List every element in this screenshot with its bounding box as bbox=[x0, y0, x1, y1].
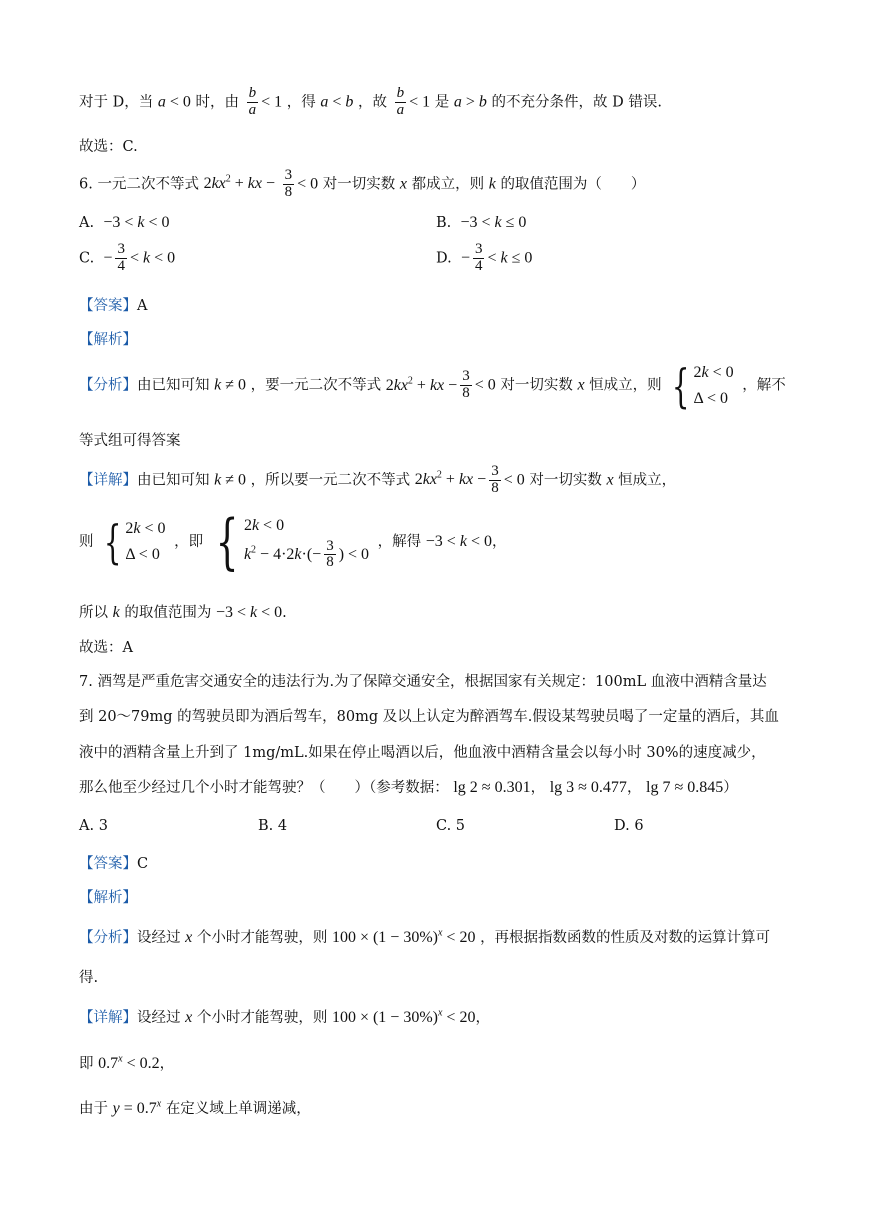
q6-stem: 6. 一元二次不等式 $2kx^2$ + kx − $\frac{3}{8}$ < 0 对一切实数 x 都成立，则 k 的取值范围为（ ） bbox=[79, 167, 646, 200]
prev-choose: 故选：C. bbox=[79, 139, 138, 155]
q6-answer: 【答案】A bbox=[79, 298, 148, 314]
q6-analysis-tag: 【解析】 bbox=[79, 332, 137, 348]
q7-option-d: D. 6 bbox=[614, 818, 644, 834]
q7-stem-4: 那么他至少经过几个小时才能驾驶？（ ）（参考数据： lg 2 ≈ 0.301， lg 3 ≈ 0.477， lg 7 ≈ 0.845） bbox=[79, 779, 738, 796]
q7-fenxi-cont: 得. bbox=[79, 970, 99, 986]
q7-option-c: C. 5 bbox=[436, 818, 466, 834]
q7-fenxi: 【分析】设经过 x 个小时才能驾驶，则 $100 \times (1 - 30\%)^x < 20$ ，再根据指数函数的性质及对数的运算计算可 bbox=[79, 927, 771, 946]
q7-analysis-tag: 【解析】 bbox=[79, 890, 137, 906]
q7-youyu-line: 由于 $y = 0.7^x$ 在定义域上单调递减， bbox=[79, 1098, 311, 1117]
q7-ji-line: 即 $0.7^x < 0.2$， bbox=[79, 1053, 175, 1072]
prev-d-line: 对于 D，当 a < 0 时，由 $\frac{b}{a}$ < 1 ，得 a < b ，故 $\frac{b}{a}$ < 1 是 a > b 的不充分条件，故 D 错误. bbox=[79, 85, 662, 118]
q6-option-b: B. −3 < k ≤ 0 bbox=[436, 214, 527, 231]
q7-stem-3: 液中的酒精含量上升到了 1mg/mL.如果在停止喝酒以后，他血液中酒精含量会以每小时 30%的速度减少， bbox=[79, 745, 766, 761]
q7-option-b: B. 4 bbox=[258, 818, 288, 834]
q7-xiangjie: 【详解】设经过 x 个小时才能驾驶，则 $100 \times (1 - 30\%)^x < 20$， bbox=[79, 1007, 490, 1026]
q6-option-d: D. − $\frac{3}{4}$ < k ≤ 0 bbox=[436, 241, 533, 274]
q6-option-c: C. − $\frac{3}{4}$ < k < 0 bbox=[79, 241, 176, 274]
q6-option-a: A. −3 < k < 0 bbox=[79, 214, 170, 231]
q6-fenxi: 【分析】由已知可知 k ≠ 0 ，要一元二次不等式 $2kx^2$ + kx − $\frac{3}{8}$ < 0 对一切实数 x 恒成立，则 { 2k < 0 Δ < 0 ，解不 bbox=[79, 358, 786, 413]
q6-choose: 故选：A bbox=[79, 640, 133, 656]
q7-answer: 【答案】C bbox=[79, 856, 149, 872]
q7-option-a: A. 3 bbox=[79, 818, 108, 834]
q7-stem-1: 7. 酒驾是严重危害交通安全的违法行为.为了保障交通安全，根据国家有关规定：100mL 血液中酒精含量达 bbox=[79, 674, 767, 690]
q6-xiangjie: 【详解】由已知可知 k ≠ 0 ，所以要一元二次不等式 $2kx^2$ + kx − $\frac{3}{8}$ < 0 对一切实数 x 恒成立， bbox=[79, 463, 677, 496]
q6-conclusion: 所以 k 的取值范围为 −3 < k < 0. bbox=[79, 604, 287, 621]
q7-stem-2: 到 20～79mg 的驾驶员即为酒后驾车，80mg 及以上认定为醉酒驾车.假设某驾驶员喝了一定量的酒后，其血 bbox=[79, 709, 779, 725]
q6-system-line: 则 { 2k < 0 Δ < 0 ，即 { 2k < 0 $k^2 - 4\cdot 2k\cdot(-$ $\frac{3}{8}$ ) < 0 ，解得 −3 < k < 0， bbox=[79, 507, 507, 577]
q6-fenxi-cont: 等式组可得答案 bbox=[79, 433, 181, 449]
